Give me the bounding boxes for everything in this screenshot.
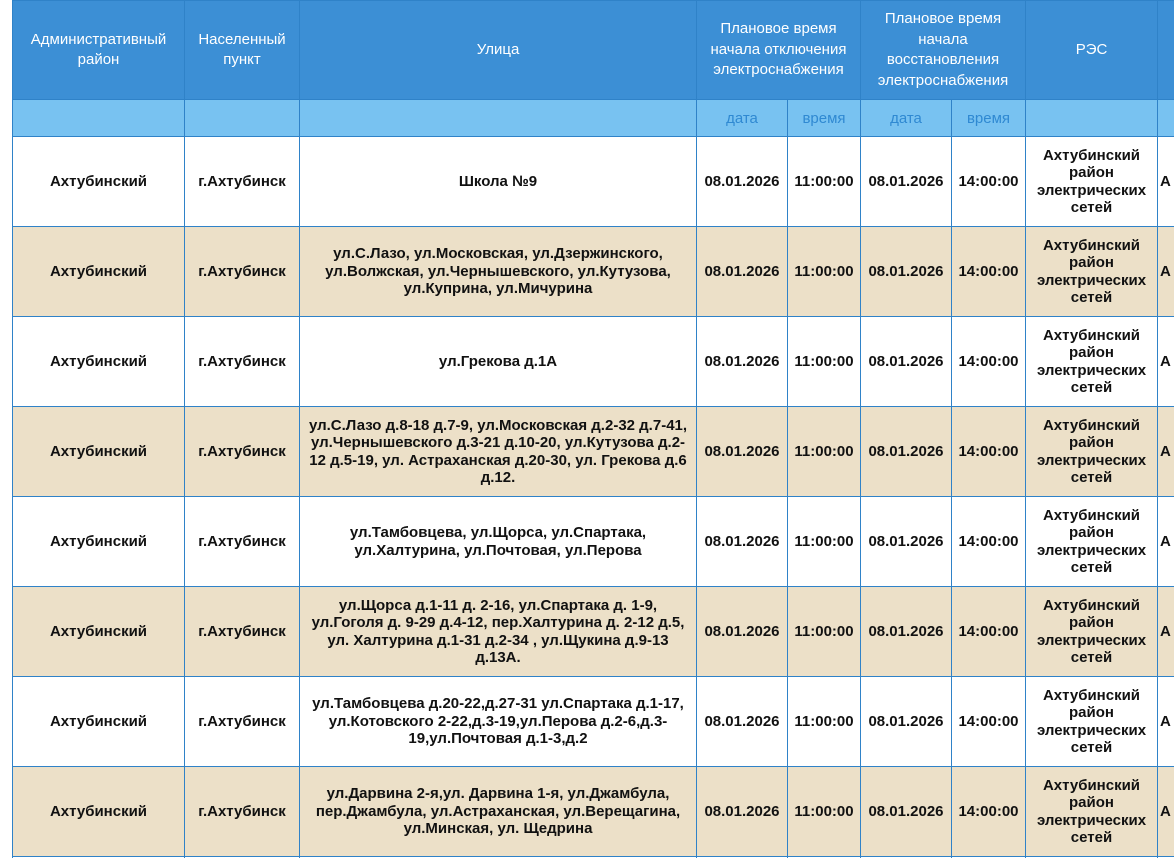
cell-res: Ахтубинский район электрических сетей — [1026, 587, 1158, 677]
header-locality: Населенный пункт — [185, 1, 300, 100]
subheader-row — [13, 100, 1174, 137]
cell-street: ул.Щорса д.1-11 д. 2-16, ул.Спартака д. 1-9, ул.Гоголя д. 9-29 д.4-12, пер.Халтурина д. 2-12 д.5, ул. Халтурина д.1-31 д.2-34 , ул.Щукина д.9-13 д.13А. — [300, 587, 697, 677]
cell-off-time: 11:00:00 — [788, 497, 861, 587]
cell-street: ул.С.Лазо д.8-18 д.7-9, ул.Московская д.2-32 д.7-41, ул.Чернышевского д.3-21 д.10-20, ул.Кутузова д.2-12 д.5-19, ул. Астраханская д.20-30, ул. Грекова д.6 д.12. — [300, 407, 697, 497]
cell-off-date: 08.01.2026 — [697, 497, 788, 587]
cell-district: Ахтубинский — [13, 497, 185, 587]
cell-off-date: 08.01.2026 — [697, 137, 788, 227]
cell-on-time: 14:00:00 — [952, 587, 1026, 677]
cell-off-time: 11:00:00 — [788, 677, 861, 767]
cell-district: Ахтубинский — [13, 587, 185, 677]
cell-on-time: 14:00:00 — [952, 317, 1026, 407]
cell-street: ул.Грекова д.1А — [300, 317, 697, 407]
cell-on-time: 14:00:00 — [952, 767, 1026, 857]
cell-res: Ахтубинский район электрических сетей — [1026, 137, 1158, 227]
cell-on-date: 08.01.2026 — [861, 497, 952, 587]
cell-on-date: 08.01.2026 — [861, 677, 952, 767]
table-row — [13, 677, 1174, 767]
header-off-time: Плановое время начала отключения электроснабжения — [697, 1, 861, 100]
cell-district: Ахтубинский — [13, 767, 185, 857]
table-row — [13, 137, 1174, 227]
cell-street: Школа №9 — [300, 137, 697, 227]
cell-on-time: 14:00:00 — [952, 137, 1026, 227]
cell-on-time: 14:00:00 — [952, 677, 1026, 767]
cell-res: Ахтубинский район электрических сетей — [1026, 317, 1158, 407]
cell-district: Ахтубинский — [13, 407, 185, 497]
cell-on-date: 08.01.2026 — [861, 317, 952, 407]
cell-off-date: 08.01.2026 — [697, 587, 788, 677]
cell-extra: А — [1158, 317, 1174, 407]
cell-district: Ахтубинский — [13, 137, 185, 227]
cell-district: Ахтубинский — [13, 317, 185, 407]
cell-locality: г.Ахтубинск — [185, 137, 300, 227]
header-street: Улица — [300, 1, 697, 100]
cell-on-date: 08.01.2026 — [861, 137, 952, 227]
cell-off-date: 08.01.2026 — [697, 767, 788, 857]
cell-street: ул.Дарвина 2-я,ул. Дарвина 1-я, ул.Джамбула, пер.Джамбула, ул.Астраханская, ул.Верещагина, ул.Минская, ул. Щедрина — [300, 767, 697, 857]
cell-res: Ахтубинский район электрических сетей — [1026, 767, 1158, 857]
cell-res: Ахтубинский район электрических сетей — [1026, 227, 1158, 317]
cell-off-time: 11:00:00 — [788, 137, 861, 227]
table-row — [13, 317, 1174, 407]
cell-street: ул.С.Лазо, ул.Московская, ул.Дзержинского, ул.Волжская, ул.Чернышевского, ул.Кутузова, ул.Куприна, ул.Мичурина — [300, 227, 697, 317]
subheader-off-date: дата — [697, 100, 788, 137]
cell-on-date: 08.01.2026 — [861, 227, 952, 317]
cell-res: Ахтубинский район электрических сетей — [1026, 497, 1158, 587]
cell-res: Ахтубинский район электрических сетей — [1026, 677, 1158, 767]
header-on-time: Плановое время начала восстановления электроснабжения — [861, 1, 1026, 100]
cell-off-time: 11:00:00 — [788, 407, 861, 497]
cell-on-date: 08.01.2026 — [861, 767, 952, 857]
cell-locality: г.Ахтубинск — [185, 407, 300, 497]
cell-extra: А — [1158, 497, 1174, 587]
cell-on-time: 14:00:00 — [952, 227, 1026, 317]
cell-street: ул.Тамбовцева д.20-22,д.27-31 ул.Спартака д.1-17, ул.Котовского 2-22,д.3-19,ул.Перова д.2-6,д.3-19,ул.Почтовая д.1-3,д.2 — [300, 677, 697, 767]
cell-off-time: 11:00:00 — [788, 317, 861, 407]
cell-locality: г.Ахтубинск — [185, 767, 300, 857]
table-row — [13, 587, 1174, 677]
table-row — [13, 407, 1174, 497]
cell-off-time: 11:00:00 — [788, 227, 861, 317]
subheader-on-date: дата — [861, 100, 952, 137]
cell-locality: г.Ахтубинск — [185, 587, 300, 677]
header-res: РЭС — [1026, 1, 1158, 100]
header-extra — [1158, 1, 1174, 100]
cell-locality: г.Ахтубинск — [185, 317, 300, 407]
subheader-empty — [185, 100, 300, 137]
cell-res: Ахтубинский район электрических сетей — [1026, 407, 1158, 497]
cell-off-date: 08.01.2026 — [697, 227, 788, 317]
outage-table-container — [12, 0, 1174, 858]
subheader-empty — [300, 100, 697, 137]
table-row — [13, 767, 1174, 857]
cell-extra: А — [1158, 137, 1174, 227]
cell-street: ул.Тамбовцева, ул.Щорса, ул.Спартака, ул.Халтурина, ул.Почтовая, ул.Перова — [300, 497, 697, 587]
subheader-empty — [13, 100, 185, 137]
subheader-on-time: время — [952, 100, 1026, 137]
cell-on-time: 14:00:00 — [952, 497, 1026, 587]
table-header — [13, 1, 1174, 137]
cell-district: Ахтубинский — [13, 677, 185, 767]
cell-extra: А — [1158, 407, 1174, 497]
table-row — [13, 497, 1174, 587]
cell-locality: г.Ахтубинск — [185, 677, 300, 767]
cell-extra: А — [1158, 767, 1174, 857]
cell-on-date: 08.01.2026 — [861, 587, 952, 677]
cell-off-date: 08.01.2026 — [697, 407, 788, 497]
cell-on-date: 08.01.2026 — [861, 407, 952, 497]
cell-off-date: 08.01.2026 — [697, 677, 788, 767]
header-district: Административный район — [13, 1, 185, 100]
subheader-empty — [1158, 100, 1174, 137]
table-row — [13, 227, 1174, 317]
cell-locality: г.Ахтубинск — [185, 227, 300, 317]
cell-extra: А — [1158, 587, 1174, 677]
cell-district: Ахтубинский — [13, 227, 185, 317]
subheader-off-time: время — [788, 100, 861, 137]
table-body — [13, 137, 1174, 858]
header-row — [13, 1, 1174, 100]
cell-off-date: 08.01.2026 — [697, 317, 788, 407]
cell-off-time: 11:00:00 — [788, 767, 861, 857]
cell-extra: А — [1158, 227, 1174, 317]
cell-on-time: 14:00:00 — [952, 407, 1026, 497]
subheader-empty — [1026, 100, 1158, 137]
outage-table — [12, 0, 1174, 858]
cell-off-time: 11:00:00 — [788, 587, 861, 677]
cell-extra: А — [1158, 677, 1174, 767]
cell-locality: г.Ахтубинск — [185, 497, 300, 587]
